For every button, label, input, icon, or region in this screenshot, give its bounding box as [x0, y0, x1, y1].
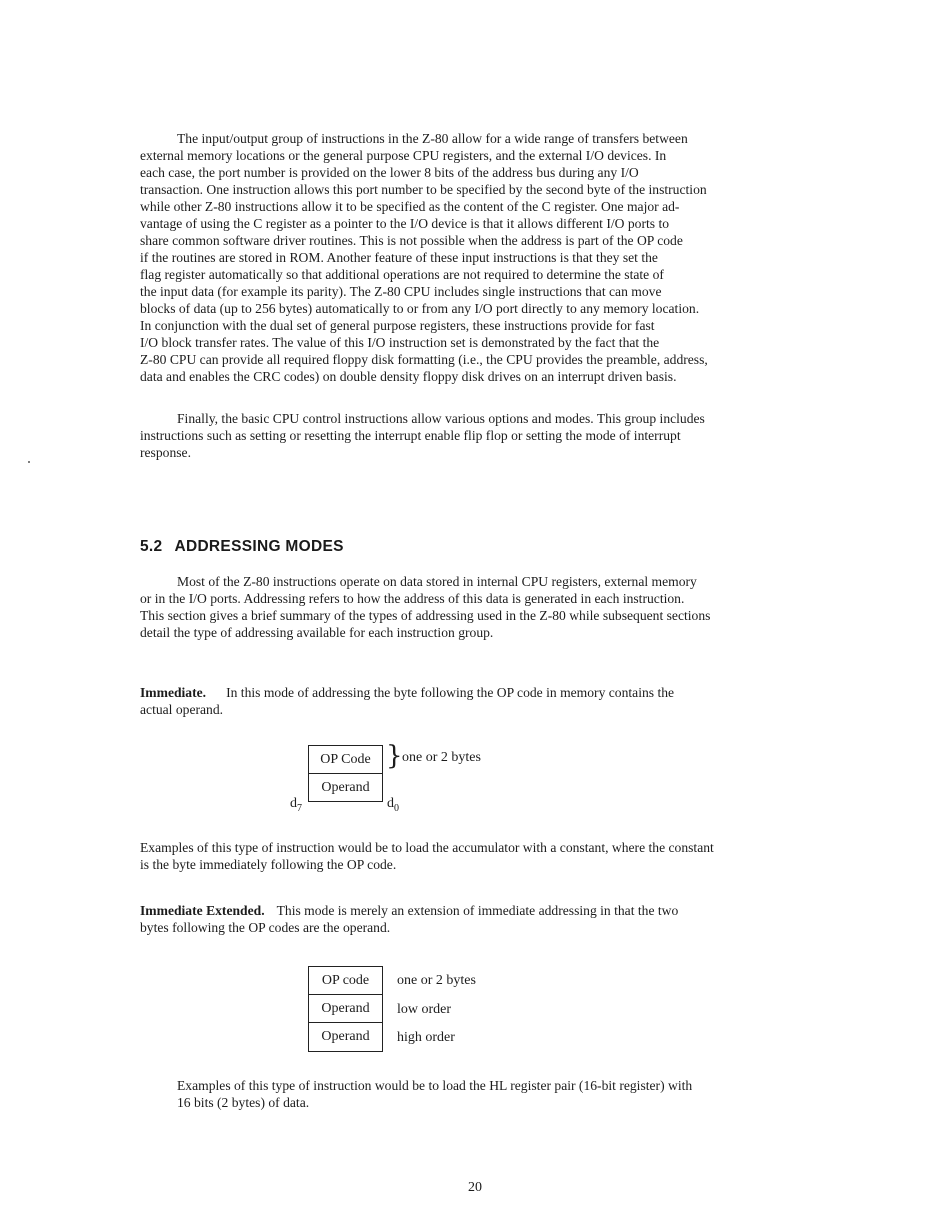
bit-label-d7 — [290, 796, 302, 814]
section-heading — [140, 538, 344, 556]
high-order-label: high order — [397, 1030, 455, 1045]
text-line: data and enables the CRC codes) on double density floppy disk drives on an interrupt driven basis. — [140, 369, 677, 384]
text-line: share common software driver routines. This is not possible when the address is part of the OP code — [140, 233, 683, 248]
byte-count-label: one or 2 bytes — [402, 750, 481, 765]
text-line: 16 bits (2 bytes) of data. — [177, 1095, 310, 1110]
immediate-extended-instruction-diagram — [308, 966, 383, 1052]
term-immediate-extended: Immediate Extended. — [140, 903, 265, 918]
text-line: Most of the Z-80 instructions operate on data stored in internal CPU registers, external memory — [177, 574, 697, 589]
text-line: bytes following the OP codes are the operand. — [140, 920, 391, 935]
page-number: 20 — [468, 1180, 482, 1195]
bit-label-d0 — [387, 796, 399, 814]
section-number: 5.2 — [140, 538, 163, 555]
text-line: if the routines are stored in ROM. Another feature of these input instructions is that they set the — [140, 250, 658, 265]
definition-text: This mode is merely an extension of immediate addressing in that the two — [276, 903, 679, 918]
text-line: or in the I/O ports. Addressing refers to how the address of this data is generated in each instruction. — [140, 591, 685, 606]
text-line: Z-80 CPU can provide all required floppy disk formatting (i.e., the CPU provides the preamble, address, — [140, 352, 708, 367]
text-line: is the byte immediately following the OP code. — [140, 857, 397, 872]
byte-count-label: one or 2 bytes — [397, 973, 476, 988]
scan-speck — [28, 461, 30, 463]
opcode-cell: OP Code — [309, 746, 382, 774]
text-line: external memory locations or the general purpose CPU registers, and the external I/O devices. In — [140, 148, 667, 163]
control-paragraph — [140, 410, 705, 461]
bit-subscript: 0 — [394, 802, 399, 814]
text-line: instructions such as setting or resetting the interrupt enable flip flop or setting the mode of interrupt — [140, 428, 681, 443]
text-line: actual operand. — [140, 702, 224, 717]
text-line — [140, 902, 678, 919]
text-line: Examples of this type of instruction would be to load the HL register pair (16-bit register) with — [177, 1078, 693, 1093]
immediate-extended-definition — [140, 902, 678, 936]
definition-text: In this mode of addressing the byte following the OP code in memory contains the — [226, 685, 675, 700]
opcode-cell: OP code — [309, 967, 382, 995]
bit-letter: d — [290, 796, 297, 811]
io-paragraph — [140, 130, 708, 385]
operand-high-cell: Operand — [321, 1029, 370, 1044]
immediate-example — [140, 839, 714, 873]
bit-letter: d — [387, 796, 394, 811]
text-line: vantage of using the C register as a pointer to the I/O device is that it allows different I/O ports to — [140, 216, 670, 231]
text-line: each case, the port number is provided on the lower 8 bits of the address bus during any I/O — [140, 165, 639, 180]
text-line: This section gives a brief summary of the types of addressing used in the Z-80 while subsequent sections — [140, 608, 711, 623]
text-line: flag register automatically so that additional operations are not required to determine the state of — [140, 267, 664, 282]
immediate-instruction-diagram — [308, 745, 383, 802]
text-line: In conjunction with the dual set of general purpose registers, these instructions provide for fast — [140, 318, 655, 333]
intro-paragraph — [140, 573, 710, 641]
text-line: detail the type of addressing available for each instruction group. — [140, 625, 494, 640]
text-line: the input data (for example its parity). The Z-80 CPU includes single instructions that can move — [140, 284, 662, 299]
immediate-extended-example — [177, 1077, 692, 1111]
text-line — [140, 684, 674, 701]
bit-subscript: 7 — [297, 802, 302, 814]
text-line: transaction. One instruction allows this port number to be specified by the second byte of the instruction — [140, 182, 707, 197]
immediate-definition — [140, 684, 674, 718]
low-order-label: low order — [397, 1002, 452, 1017]
text-line: The input/output group of instructions in the Z-80 allow for a wide range of transfers between — [177, 131, 688, 146]
text-line: Finally, the basic CPU control instructions allow various options and modes. This group includes — [177, 411, 705, 426]
operand-low-cell: Operand — [309, 995, 382, 1023]
text-line: I/O block transfer rates. The value of this I/O instruction set is demonstrated by the fact that the — [140, 335, 660, 350]
text-line: while other Z-80 instructions allow it to be specified as the content of the C register. One major ad- — [140, 199, 680, 214]
operand-cell: Operand — [321, 780, 370, 795]
text-line: response. — [140, 445, 191, 460]
text-line: blocks of data (up to 256 bytes) automatically to or from any I/O port directly to any memory location. — [140, 301, 700, 316]
brace-symbol: } — [386, 741, 403, 771]
section-title: ADDRESSING MODES — [174, 538, 344, 555]
text-line: Examples of this type of instruction would be to load the accumulator with a constant, where the constant — [140, 840, 714, 855]
term-immediate: Immediate. — [140, 685, 207, 700]
